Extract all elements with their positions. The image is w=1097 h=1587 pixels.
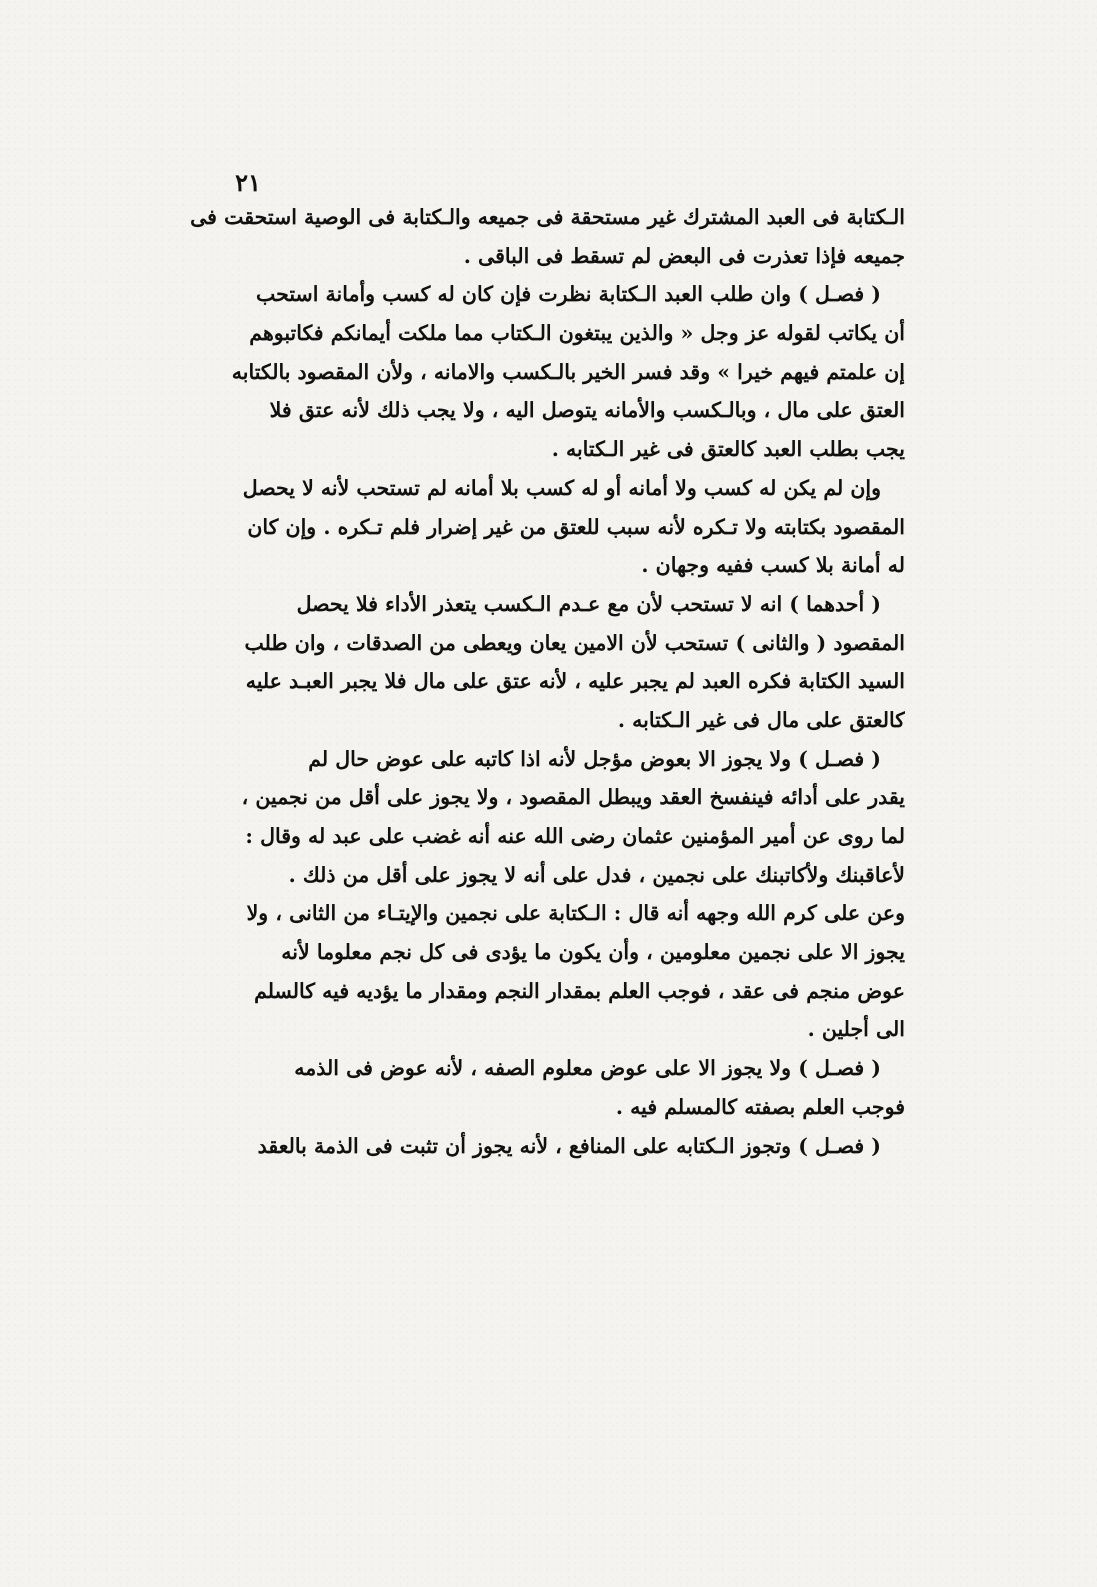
text-line: لما روى عن أمير المؤمنين عثمان رضى الله عنه أنه غضب على عبد له وقال : — [245, 824, 905, 848]
page-number: ٢١ — [235, 168, 261, 197]
text-line: وإن لم يكن له كسب ولا أمانه أو له كسب بلا أمانه لم تستحب لأنه لا يحصل — [242, 475, 881, 500]
text-line: ( فصـل ) وتجوز الـكتابه على المنافع ، لأنه يجوز أن تثبت فى الذمة بالعقد — [257, 1133, 881, 1158]
text-line: ( فصـل ) وان طلب العبد الـكتابة نظرت فإن كان له كسب وأمانة استحب — [256, 282, 881, 307]
text-line: يجوز الا على نجمين معلومين ، وأن يكون ما يؤدى فى كل نجم معلوما لأنه — [281, 940, 905, 965]
text-line: ( فصـل ) ولا يجوز الا بعوض مؤجل لأنه اذا كاتبه على عوض حال لم — [308, 746, 881, 771]
text-line: المقصود بكتابته ولا تـكره لأنه سبب للعتق من غير إضرار فلم تـكره . وإن كان — [247, 514, 905, 539]
text-line: فوجب العلم بصفته كالمسلم فيه . — [615, 1094, 905, 1119]
text-line: المقصود ( والثانى ) تستحب لأن الامين يعان ويعطى من الصدقات ، وان طلب — [244, 630, 905, 655]
text-line: عوض منجم فى عقد ، فوجب العلم بمقدار النجم ومقدار ما يؤديه فيه كالسلم — [254, 978, 905, 1003]
text-line: لأعاقبنك ولأكاتبنك على نجمين ، فدل على أنه لا يجوز على أقل من ذلك . — [288, 862, 905, 887]
text-line: ( أحدهما ) انه لا تستحب لأن مع عـدم الـكسب يتعذر الأداء فلا يحصل — [296, 591, 881, 616]
text-line: كالعتق على مال فى غير الـكتابه . — [617, 707, 905, 732]
text-line: الـكتابة فى العبد المشترك غير مستحقة فى جميعه والـكتابة فى الوصية استحقت فى — [190, 205, 905, 229]
text-line: يجب بطلب العبد كالعتق فى غير الـكتابه . — [551, 437, 905, 462]
text-line: السيد الكتابة فكره العبد لم يجبر عليه ، لأنه عتق على مال فلا يجبر العبـد عليه — [245, 669, 905, 694]
text-line: وعن على كرم الله وجهه أنه قال : الـكتابة على نجمين والإيتـاء من الثانى ، ولا — [246, 901, 905, 926]
body-text — [160, 198, 905, 1165]
text-line: العتق على مال ، وبالـكسب والأمانه يتوصل اليه ، ولا يجب ذلك لأنه عتق فلا — [269, 398, 905, 423]
text-line: الى أجلين . — [807, 1017, 905, 1042]
text-line: ( فصـل ) ولا يجوز الا على عوض معلوم الصفه ، لأنه عوض فى الذمه — [294, 1056, 881, 1081]
text-line: أن يكاتب لقوله عز وجل « والذين يبتغون الـكتاب مما ملكت أيمانكم فكاتبوهم — [249, 321, 905, 346]
text-line: جميعه فإذا تعذرت فى البعض لم تسقط فى الباقى . — [463, 243, 905, 268]
text-line: إن علمتم فيهم خيرا » وقد فسر الخير بالـكسب والامانه ، ولأن المقصود بالكتابه — [231, 359, 905, 384]
text-line: يقدر على أدائه فينفسخ العقد ويبطل المقصود ، ولا يجوز على أقل من نجمين ، — [241, 785, 905, 810]
text-line: له أمانة بلا كسب ففيه وجهان . — [641, 553, 905, 578]
